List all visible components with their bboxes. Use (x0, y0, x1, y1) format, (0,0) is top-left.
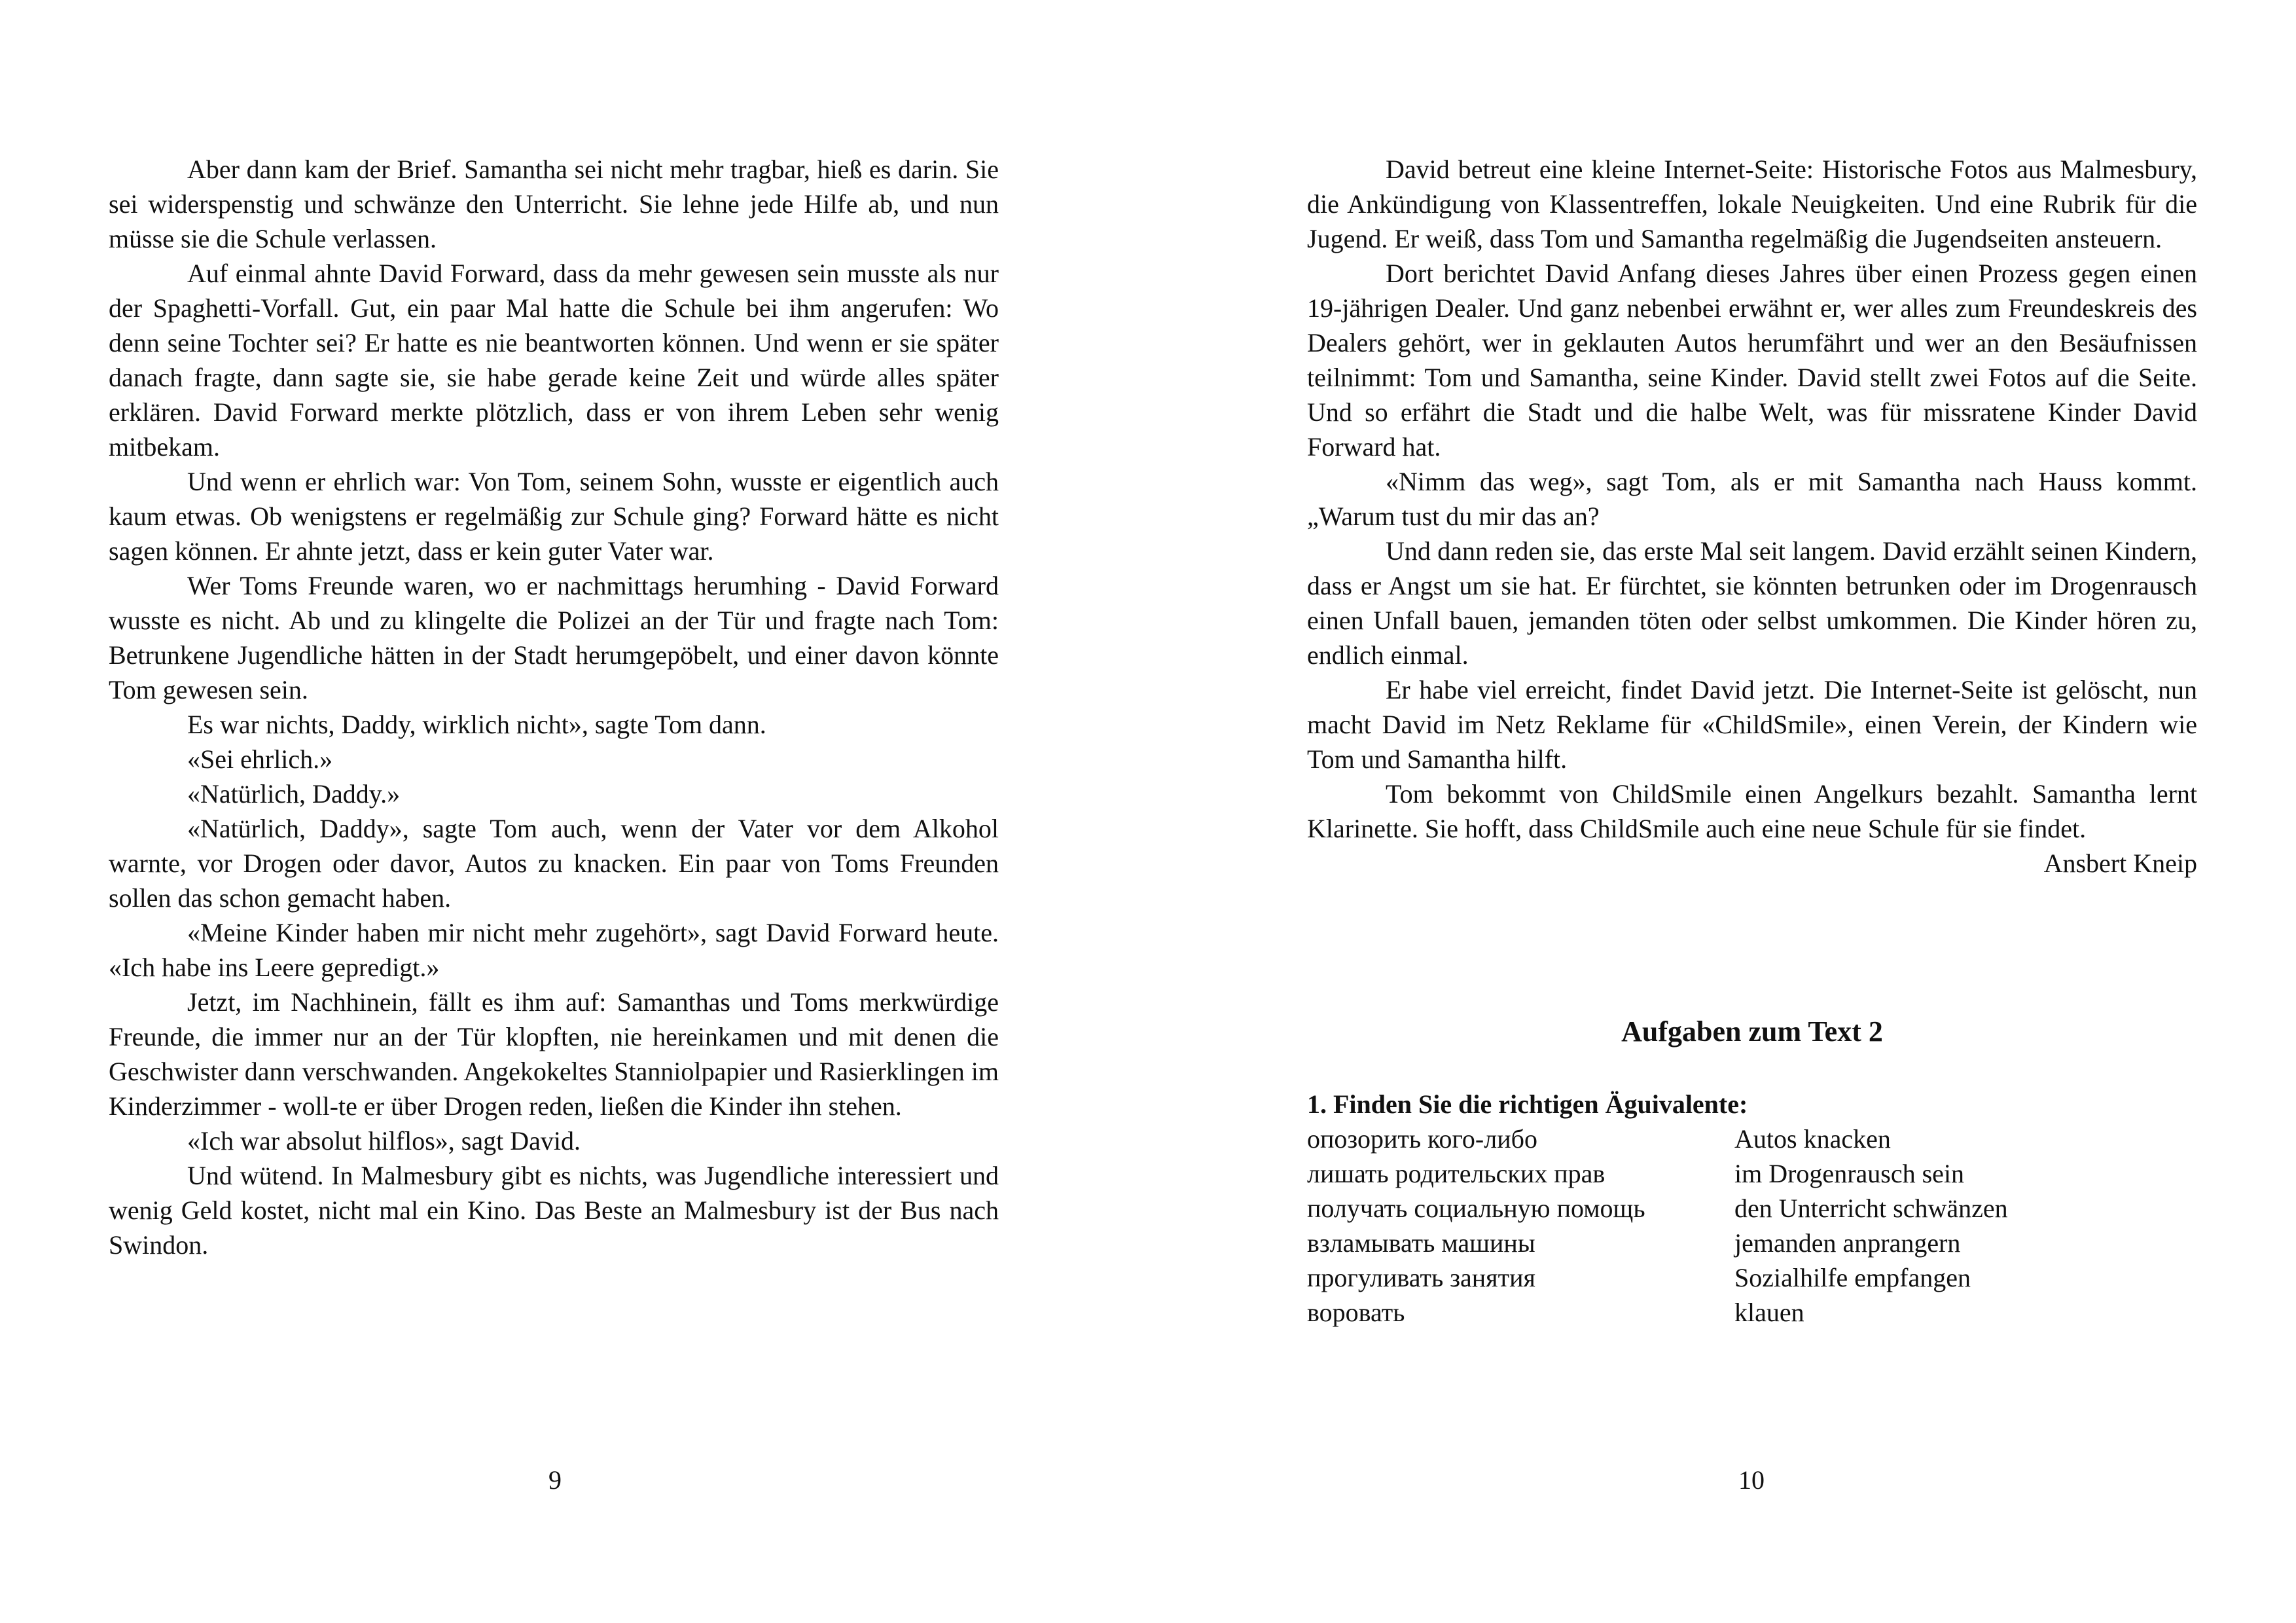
page-number: 10 (1738, 1465, 1765, 1495)
paragraph: «Meine Kinder haben mir nicht mehr zugehört», sagt David Forward heute. «Ich habe ins Leere gepredigt.» (109, 918, 999, 982)
paragraph: «Ich war absolut hilflos», sagt David. (187, 1126, 581, 1156)
paragraph: «Nimm das weg», sagt Tom, als er mit Samantha nach Hauss kommt. „Warum tust du mir das an? (1307, 467, 2197, 531)
paragraph: Aber dann kam der Brief. Samantha sei nicht mehr tragbar, hieß es darin. Sie sei widerspenstig und schwänze den Unterricht. Sie lehne jede Hilfe ab, und nun müsse sie die Schule verlassen. (109, 155, 999, 253)
paragraph: «Sei ehrlich.» (187, 744, 333, 774)
paragraph: Dort berichtet David Anfang dieses Jahres über einen Prozess gegen einen 19-jährigen Dealer. Und ganz nebenbei erwähnt er, wer alles zum Freundeskreis des Dealers gehört, wer in geklauten Autos herumfährt und wer an den Besäufnissen teilnimmt: Tom und Samantha, seine Kinder. David stellt zwei Fotos auf die Seite. Und so erfährt die Stadt und die halbe Welt, was für missratene Kinder David Forward hat. (1307, 259, 2197, 462)
german-term: klauen (1734, 1298, 1804, 1327)
paragraph: «Natürlich, Daddy.» (187, 779, 401, 809)
paragraph: Und wenn er ehrlich war: Von Tom, seinem Sohn, wusste er eigentlich auch kaum etwas. Ob wenigstens er regelmäßig zur Schule ging? Forward hätte es nicht sagen können. Er ahnte jetzt, dass er kein guter Vater war. (109, 467, 999, 566)
paragraph: Und wütend. In Malmesbury gibt es nichts, was Jugendliche interessiert und wenig Geld kostet, nicht mal ein Kino. Das Beste an Malmesbury ist der Bus nach Swindon. (109, 1161, 999, 1260)
russian-term: опозорить кого-либо (1307, 1124, 1537, 1154)
page-number: 9 (548, 1465, 562, 1495)
vocabulary-pairs (1307, 1122, 2197, 1330)
paragraph: «Natürlich, Daddy», sagte Tom auch, wenn der Vater vor dem Alkohol warnte, vor Drogen oder davor, Autos zu knacken. Ein paar von Toms Freunden sollen das schon gemacht haben. (109, 814, 999, 913)
russian-term: прогуливать занятия (1307, 1263, 1535, 1292)
task-heading: 1. Finden Sie die richtigen Äguivalente: (1307, 1089, 1748, 1119)
right-page-text (1307, 152, 2197, 881)
russian-term: получать социальную помощь (1307, 1194, 1645, 1223)
paragraph: Tom bekommt von ChildSmile einen Angelkurs bezahlt. Samantha lernt Klarinette. Sie hofft, dass ChildSmile auch eine neue Schule für sie findet. (1307, 779, 2197, 843)
german-term: Sozialhilfe empfangen (1734, 1263, 1971, 1292)
german-term: Autos knacken (1734, 1124, 1891, 1154)
paragraph: Wer Toms Freunde waren, wo er nachmittags herumhing - David Forward wusste es nicht. Ab und zu klingelte die Polizei an der Tür und fragte nach Tom: Betrunkene Jugendliche hätten in der Stadt herumgepöbelt, und einer davon könnte Tom gewesen sein. (109, 571, 999, 704)
section-title: Aufgaben zum Text 2 (1621, 1015, 1883, 1048)
left-page-text (109, 152, 999, 1262)
paragraph: Er habe viel erreicht, findet David jetzt. Die Internet-Seite ist gelöscht, nun macht David im Netz Reklame für «ChildSmile», einen Verein, der Kindern wie Tom und Samantha hilft. (1307, 675, 2197, 774)
paragraph: Es war nichts, Daddy, wirklich nicht», sagte Tom dann. (187, 710, 766, 739)
russian-term: воровать (1307, 1298, 1405, 1327)
german-term: den Unterricht schwänzen (1734, 1194, 2008, 1223)
russian-term: взламывать машины (1307, 1228, 1535, 1258)
paragraph: Jetzt, im Nachhinein, fällt es ihm auf: Samanthas und Toms merkwürdige Freunde, die immer nur an der Tür klopften, nie hereinkamen und mit denen die Geschwister dann verschwanden. Angekokeltes Stanniolpapier und Rasierklingen im Kinderzimmer - woll-te er über Drogen reden, ließen die Kinder ihn stehen. (109, 987, 999, 1121)
author-signature: Ansbert Kneip (2043, 848, 2197, 878)
paragraph: Auf einmal ahnte David Forward, dass da mehr gewesen sein musste als nur der Spaghetti-Vorfall. Gut, ein paar Mal hatte die Schule bei ihm angerufen: Wo denn seine Tochter sei? Er hatte es nie beantworten können. Und wenn er sie später danach fragte, dann sagte sie, sie habe gerade keine Zeit und würde alles später erklären. David Forward merkte plötzlich, dass er von ihrem Leben sehr wenig mitbekam. (109, 259, 999, 462)
paragraph: Und dann reden sie, das erste Mal seit langem. David erzählt seinen Kindern, dass er Angst um sie hat. Er fürchtet, sie könnten betrunken oder im Drogenrausch einen Unfall bauen, jemanden töten oder selbst umkommen. Die Kinder hören zu, endlich einmal. (1307, 536, 2197, 670)
german-term: jemanden anprangern (1734, 1228, 1961, 1258)
russian-term: лишать родительских прав (1307, 1159, 1605, 1188)
right-page (1148, 0, 2296, 1623)
german-term: im Drogenrausch sein (1734, 1159, 1965, 1188)
paragraph: David betreut eine kleine Internet-Seite: Historische Fotos aus Malmesbury, die Ankündigung von Klassentreffen, lokale Neuigkeiten. Und eine Rubrik für die Jugend. Er weiß, dass Tom und Samantha regelmäßig die Jugendseiten ansteuern. (1307, 155, 2197, 253)
exercise-task (1307, 1087, 2197, 1330)
